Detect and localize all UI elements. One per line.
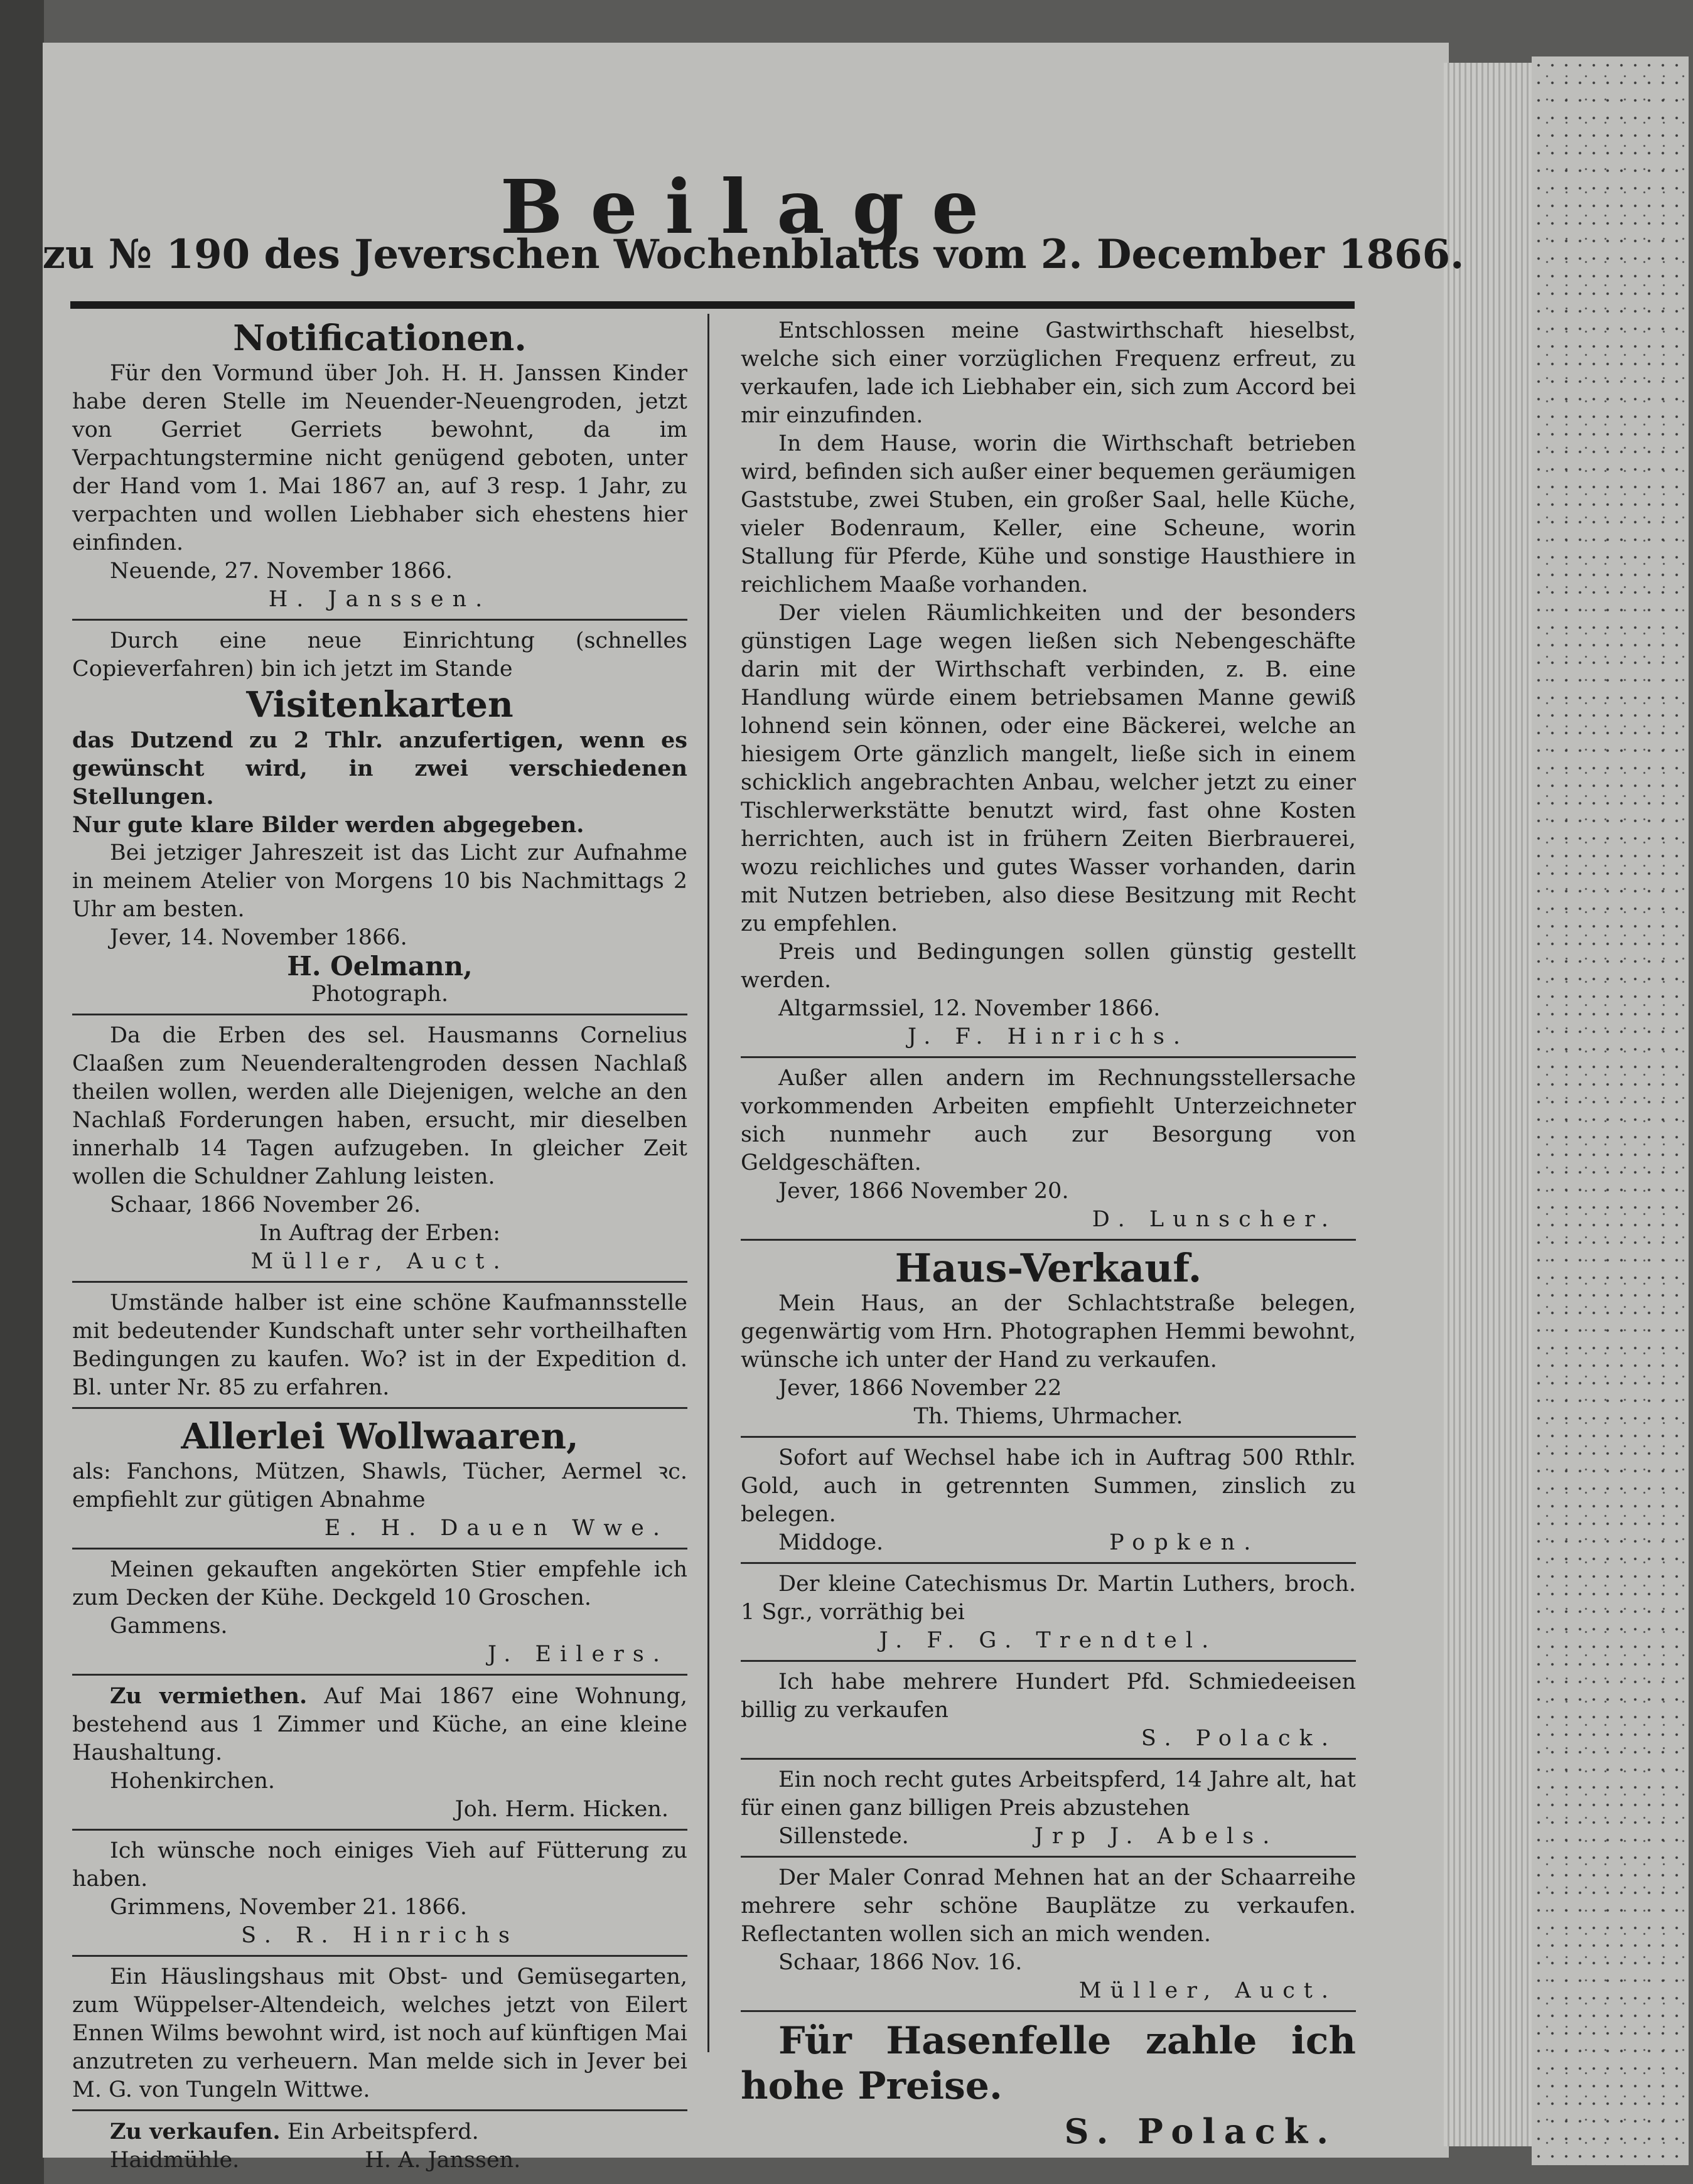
notice-text: Außer allen andern im Rechnungsstellersache vorkommenden Arbeiten empfiehlt Unterzeichneter sich nunmehr auch zur Besorgung von Geldgeschäften. <box>741 1066 1356 1175</box>
book-cover-edge <box>1532 56 1689 2165</box>
supplement-title: Beilage <box>500 163 1007 250</box>
separator <box>741 1758 1356 1760</box>
notice-text: das Dutzend zu 2 Thlr. anzufertigen, wenn es gewünscht wird, in zwei verschiedenen Stellungen. <box>72 727 687 810</box>
notice-gastwirthschaft <box>741 317 1356 1051</box>
book-gutter <box>0 0 44 2184</box>
supplement-subtitle: zu № 190 des Jeverschen Wochenblatts vom 2. December 1866. <box>42 231 1465 278</box>
notice-text: als: Fanchons, Mützen, Shawls, Tücher, Aermel ꝛc. empfiehlt zur gütigen Abnahme <box>72 1459 687 1512</box>
notice-signature: S. R. Hinrichs <box>241 1923 519 1948</box>
notice-lead: Zu vermiethen. <box>110 1683 308 1709</box>
notice-place-date: Jever, 1866 November 20. <box>778 1179 1069 1204</box>
notice-zu-vermiethen <box>72 1682 687 1824</box>
notice-place-date: Jever, 1866 November 22 <box>778 1376 1062 1401</box>
notice-text: Ein Häuslingshaus mit Obst- und Gemüsegarten, zum Wüppelser-Altendeich, welches jetzt von Eilert Ennen Wilms bewohnt wird, ist noch auf künftigen Mai anzutreten zu verheuern. Man melde sich in Jever bei M. G. von Tungeln Wittwe. <box>72 1964 687 2102</box>
notice-text: Ein Arbeitspferd. <box>287 2119 479 2144</box>
notice-text: Auf Mai 1867 eine Wohnung, bestehend aus 1 Zimmer und Küche, an eine kleine Haushaltung. <box>72 1684 687 1765</box>
notice-heading: Visitenkarten <box>246 684 513 725</box>
notice-text: Umstände halber ist eine schöne Kaufmannsstelle mit bedeutender Kundschaft unter sehr vortheilhaften Bedingungen zu kaufen. Wo? ist in der Expedition d. Bl. unter Nr. 85 zu erfahren. <box>72 1290 687 1400</box>
notice-stier <box>72 1556 687 1669</box>
notice-text: Preis und Bedingungen sollen günstig gestellt werden. <box>741 939 1356 993</box>
notice-place-date: Schaar, 1866 November 26. <box>110 1192 421 1218</box>
notice-signature: E. H. Dauen Wwe. <box>324 1516 669 1541</box>
notice-arbeitspferd <box>741 1766 1356 1851</box>
notice-signature: Müller, Auct. <box>250 1249 509 1274</box>
separator <box>72 1407 687 1409</box>
notice-wechsel <box>741 1444 1356 1557</box>
separator <box>72 1014 687 1015</box>
separator <box>741 1056 1356 1058</box>
notice-text: Nur gute klare Bilder werden abgegeben. <box>72 812 584 838</box>
right-column <box>741 317 1356 2154</box>
notice-place-date: Jever, 14. November 1866. <box>110 925 407 950</box>
column-divider <box>707 314 709 2052</box>
separator <box>72 1281 687 1283</box>
notice-place: Middoge. <box>778 1530 884 1555</box>
notice-notificationen <box>72 317 687 614</box>
notice-hasenfelle <box>741 2018 1356 2154</box>
notice-text: Ein noch recht gutes Arbeitspferd, 14 Jahre alt, hat für einen ganz billigen Preis abzustehen <box>741 1767 1356 1821</box>
separator <box>741 1856 1356 1858</box>
left-column <box>72 317 687 2175</box>
notice-haus-verkauf <box>741 1247 1356 1431</box>
notice-signature: H. Oelmann, <box>287 951 473 982</box>
notice-vieh <box>72 1837 687 1950</box>
notice-text: Mein Haus, an der Schlachtstraße belegen, gegenwärtig vom Hrn. Photographen Hemmi bewohnt, wünsche ich unter der Hand zu verkaufen. <box>741 1291 1356 1373</box>
notice-signature: J. Eilers. <box>487 1642 669 1667</box>
notice-zu-verkaufen <box>72 2117 687 2175</box>
notice-haeuslingshaus <box>72 1963 687 2104</box>
notice-place-date: Grimmens, November 21. 1866. <box>110 1895 468 1920</box>
separator <box>72 1674 687 1676</box>
separator <box>72 619 687 621</box>
separator <box>741 1562 1356 1564</box>
notice-text: Entschlossen meine Gastwirthschaft hieselbst, welche sich einer vorzüglichen Frequenz erfreut, zu verkaufen, lade ich Liebhaber ein, sich zum Accord bei mir einzufinden. <box>741 318 1356 428</box>
notice-place-date: Schaar, 1866 Nov. 16. <box>778 1950 1023 1975</box>
notice-signature: Joh. Herm. Hicken. <box>454 1797 669 1822</box>
notice-signature: Müller, Auct. <box>1078 1978 1337 2003</box>
notice-text: Der kleine Catechismus Dr. Martin Luthers, broch. 1 Sgr., vorräthig bei <box>741 1571 1356 1625</box>
notice-place-date: Altgarmssiel, 12. November 1866. <box>778 996 1161 1021</box>
separator <box>72 2109 687 2111</box>
notice-signature: Popken. <box>1109 1530 1260 1555</box>
separator <box>72 1955 687 1957</box>
notice-geldgeschaefte <box>741 1064 1356 1234</box>
notice-note: In Auftrag der Erben: <box>259 1221 501 1246</box>
notice-text: Für den Vormund über Joh. H. H. Janssen Kinder habe deren Stelle im Neuender-Neuengroden, jetzt von Gerriet Gerriets bewohnt, da im Verpachtungstermine nicht genügend geboten, unter der Hand vom 1. Mai 1867 an, auf 3 resp. 1 Jahr, zu verpachten und wollen Liebhaber sich ehestens hier einfinden. <box>72 361 687 555</box>
notice-text: Sofort auf Wechsel habe ich in Auftrag 500 Rthlr. Gold, auch in getrennten Summen, zinslich zu belegen. <box>741 1445 1356 1527</box>
notice-signature: D. Lunscher. <box>1092 1207 1337 1232</box>
separator <box>72 1548 687 1550</box>
notice-wollwaaren <box>72 1415 687 1543</box>
notice-text: Meinen gekauften angekörten Stier empfehle ich zum Decken der Kühe. Deckgeld 10 Groschen. <box>72 1557 687 1610</box>
notice-role: Photograph. <box>311 982 449 1007</box>
separator <box>741 1436 1356 1438</box>
notice-text: Ich wünsche noch einiges Vieh auf Fütterung zu haben. <box>72 1838 687 1892</box>
notice-signature: H. Janssen. <box>268 587 492 612</box>
notice-place-date: Neuende, 27. November 1866. <box>110 559 453 584</box>
separator <box>741 1239 1356 1241</box>
notice-kaufmannsstelle <box>72 1289 687 1402</box>
header-rule <box>70 301 1355 309</box>
notice-text: Da die Erben des sel. Hausmanns Cornelius Claaßen zum Neuenderaltengroden dessen Nachlaß theilen wollen, werden alle Diejenigen, welche an den Nachlaß Forderungen haben, ersucht, mir dieselben innerhalb 14 Tagen aufzugeben. In gleicher Zeit wollen die Schuldner Zahlung leisten. <box>72 1023 687 1189</box>
notice-signature: S. Polack. <box>1064 2111 1337 2151</box>
notice-signature: Jrp J. Abels. <box>1034 1824 1279 1849</box>
separator <box>741 2010 1356 2012</box>
notice-text: Bei jetziger Jahreszeit ist das Licht zur Aufnahme in meinem Atelier von Morgens 10 bis Nachmittags 2 Uhr am besten. <box>72 840 687 922</box>
notice-signature: J. F. Hinrichs. <box>907 1024 1190 1049</box>
notice-text: Für Hasenfelle zahle ich hohe Preise. <box>741 2019 1356 2108</box>
notice-schmiedeeisen <box>741 1668 1356 1753</box>
notice-erben-claassen <box>72 1022 687 1276</box>
notice-signature: Th. Thiems, Uhrmacher. <box>913 1404 1183 1429</box>
notice-signature: H. A. Janssen. <box>365 2148 521 2173</box>
notice-place: Gammens. <box>110 1614 228 1639</box>
notice-bauplaetze <box>741 1864 1356 2005</box>
notice-signature: S. Polack. <box>1141 1726 1337 1751</box>
notice-heading: Allerlei Wollwaaren, <box>181 1416 579 1457</box>
notice-text: Ich habe mehrere Hundert Pfd. Schmiedeeisen billig zu verkaufen <box>741 1669 1356 1723</box>
notice-text: Der Maler Conrad Mehnen hat an der Schaarreihe mehrere sehr schöne Bauplätze zu verkaufen. Reflectanten wollen sich an mich wenden. <box>741 1865 1356 1947</box>
notice-place: Haidmühle. <box>110 2148 240 2173</box>
notice-visitenkarten <box>72 627 687 1009</box>
notice-place: Hohenkirchen. <box>110 1769 276 1794</box>
notice-text: Durch eine neue Einrichtung (schnelles Copieverfahren) bin ich jetzt im Stande <box>72 628 687 682</box>
notice-text: Der vielen Räumlichkeiten und der besonders günstigen Lage wegen ließen sich Nebengeschäfte darin mit der Wirthschaft verbinden, z. B. eine Handlung würde einem betriebsamen Manne gewiß lohnend sein können, oder eine Bäckerei, welche an hiesigem Orte gänzlich mangelt, ließe sich in einem schicklich angebrachten Anbau, welcher jetzt zu einer Tischlerwerkstätte benutzt wird, fast ohne Kosten herrichten, auch ist in frühern Zeiten Bierbrauerei, wozu reichliches und gutes Wasser vorhanden, darin mit Nutzen betrieben, also diese Besitzung mit Recht zu empfehlen. <box>741 601 1356 936</box>
notice-heading: Notificationen. <box>233 318 527 359</box>
notice-place: Sillenstede. <box>778 1824 909 1849</box>
separator <box>741 1660 1356 1662</box>
notice-text: In dem Hause, worin die Wirthschaft betrieben wird, befinden sich außer einer bequemen geräumigen Gaststube, zwei Stuben, ein großer Saal, helle Küche, vieler Bodenraum, Keller, eine Scheune, worin Stallung für Pferde, Kühe und sonstige Hausthiere in reichlichem Maaße vorhanden. <box>741 431 1356 597</box>
notice-catechismus <box>741 1570 1356 1655</box>
separator <box>72 1829 687 1831</box>
notice-lead: Zu verkaufen. <box>110 2119 281 2144</box>
notice-signature: J. F. G. Trendtel. <box>879 1628 1218 1653</box>
notice-heading: Haus-Verkauf. <box>895 1245 1202 1291</box>
